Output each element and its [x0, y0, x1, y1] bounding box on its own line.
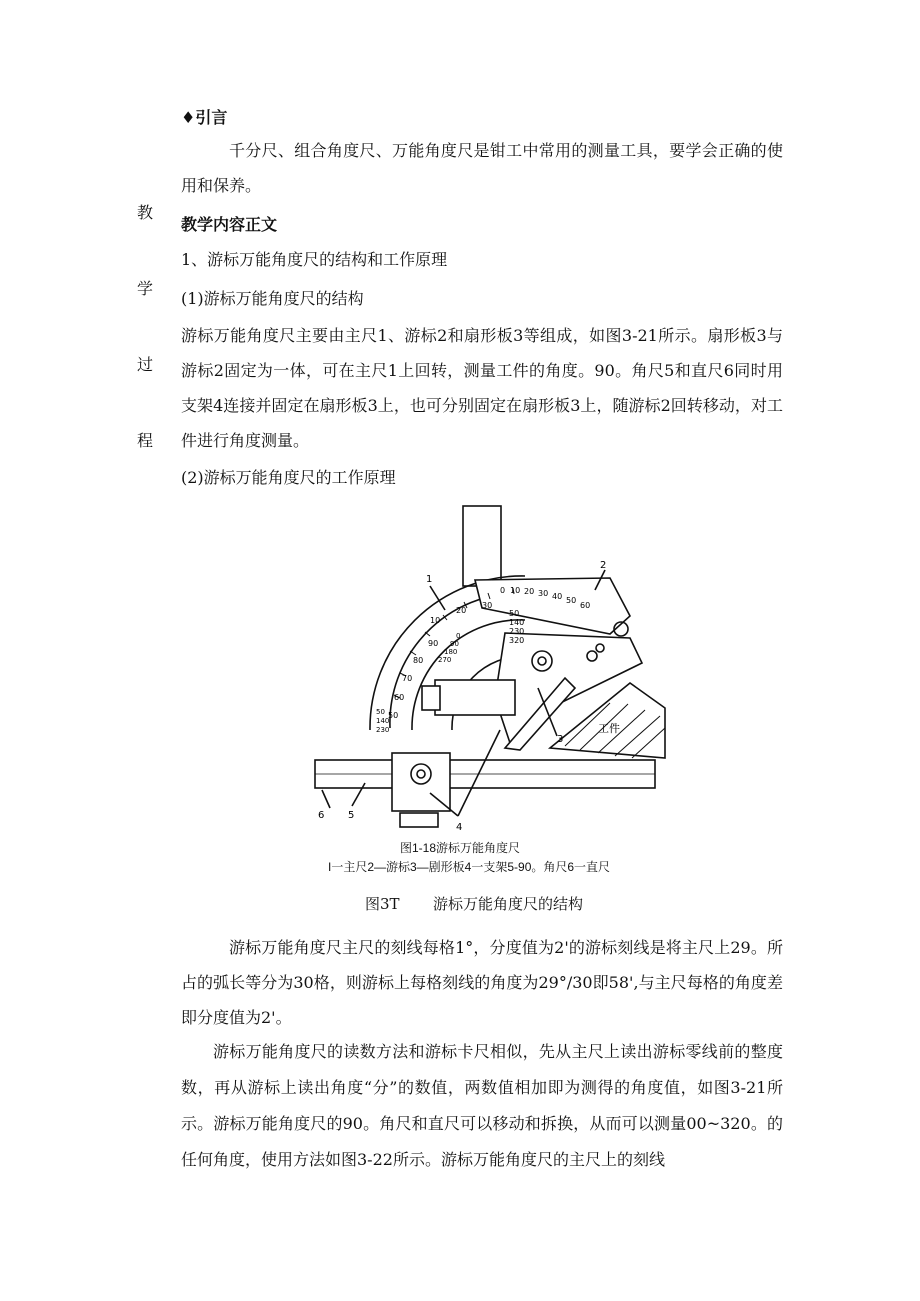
svg-text:10: 10: [430, 616, 441, 625]
heading-1-2: (2)游标万能角度尺的工作原理: [181, 468, 396, 487]
figure-title: 游标万能角度尺的结构: [433, 895, 584, 913]
svg-text:0: 0: [500, 586, 506, 595]
side-label-2: 学: [137, 279, 154, 298]
principle-paragraph: 游标万能角度尺主尺的刻线每格1°，分度值为2'的游标刻线是将主尺上29。所占的弧长等分为30格，则游标上每格刻线的角度为29°/30即58',与主尺每格的角度差即分度值为2'。: [181, 938, 783, 1027]
svg-text:50: 50: [509, 609, 520, 618]
intro-heading: ♦引言: [181, 108, 228, 127]
label-5: 5: [348, 810, 355, 821]
figure-caption-1: 图1-18游标万能角度尺: [400, 841, 521, 855]
heading-1: 1、游标万能角度尺的结构和工作原理: [181, 250, 448, 269]
vertical-post: [463, 506, 501, 586]
svg-text:140: 140: [376, 717, 390, 725]
svg-text:80: 80: [413, 656, 424, 665]
svg-text:60: 60: [394, 693, 405, 702]
lower-knob: [400, 813, 438, 827]
structure-paragraph: 游标万能角度尺主要由主尺1、游标2和扇形板3等组成，如图3-21所示。扇形板3与游标2固定为一体，可在主尺1上回转，测量工件的角度。90。角尺5和直尺6同时用支架4连接并固定在扇形板3上，也可分别固定在扇形板3上，随游标2回转移动，对工件进行角度测量。: [181, 326, 783, 450]
svg-text:20: 20: [524, 587, 535, 596]
side-label-3: 过: [137, 355, 154, 374]
svg-text:90: 90: [428, 639, 439, 648]
svg-text:40: 40: [552, 592, 563, 601]
side-label-4: 程: [137, 431, 154, 450]
svg-text:20: 20: [456, 606, 467, 615]
vernier-plate: [475, 578, 630, 634]
label-2: 2: [600, 560, 607, 571]
svg-text:10: 10: [510, 586, 521, 595]
svg-text:30: 30: [482, 601, 493, 610]
svg-text:270: 270: [438, 656, 452, 664]
figure-number: 图3T: [365, 895, 400, 913]
svg-text:50: 50: [376, 708, 385, 716]
svg-text:320: 320: [509, 636, 525, 645]
reading-paragraph: 游标万能角度尺的读数方法和游标卡尺相似，先从主尺上读出游标零线前的整度数，再从游标上读出角度“分”的数值，两数值相加即为测得的角度值，如图3-21所示。游标万能角度尺的90。角尺和直尺可以移动和拆换，从而可以测量00~320。的任何角度，使用方法如图3-22所示。游标万能角度尺的主尺上的刻线: [181, 1042, 783, 1169]
label-1: 1: [426, 574, 433, 585]
square-arm: [435, 680, 515, 715]
side-label-1: 教: [137, 203, 154, 222]
label-workpiece: 工件: [598, 722, 620, 735]
section-title: 教学内容正文: [181, 215, 278, 234]
svg-text:50: 50: [566, 596, 577, 605]
label-6: 6: [318, 810, 325, 821]
main-values-top: [438, 632, 460, 664]
svg-text:30: 30: [538, 589, 549, 598]
label-4: 4: [456, 822, 463, 833]
svg-text:90: 90: [450, 640, 459, 648]
label-3: 3: [557, 734, 564, 745]
svg-text:230: 230: [509, 627, 525, 636]
main-scale-outer-numbers: [430, 601, 492, 625]
svg-text:230: 230: [376, 726, 390, 734]
svg-text:140: 140: [509, 618, 525, 627]
svg-text:0: 0: [456, 632, 461, 640]
svg-text:60: 60: [580, 601, 591, 610]
intro-paragraph: 千分尺、组合角度尺、万能角度尺是钳工中常用的测量工具，要学会正确的使用和保养。: [181, 141, 783, 195]
figure-caption-2: I一主尺2—游标3—剧形板4一支架5-90。角尺6一直尺: [328, 860, 611, 874]
bevel-protractor-figure: [310, 498, 670, 838]
svg-text:50: 50: [388, 711, 399, 720]
svg-text:70: 70: [402, 674, 413, 683]
svg-text:180: 180: [444, 648, 458, 656]
side-knob: [422, 686, 440, 710]
heading-1-1: (1)游标万能角度尺的结构: [181, 289, 364, 308]
